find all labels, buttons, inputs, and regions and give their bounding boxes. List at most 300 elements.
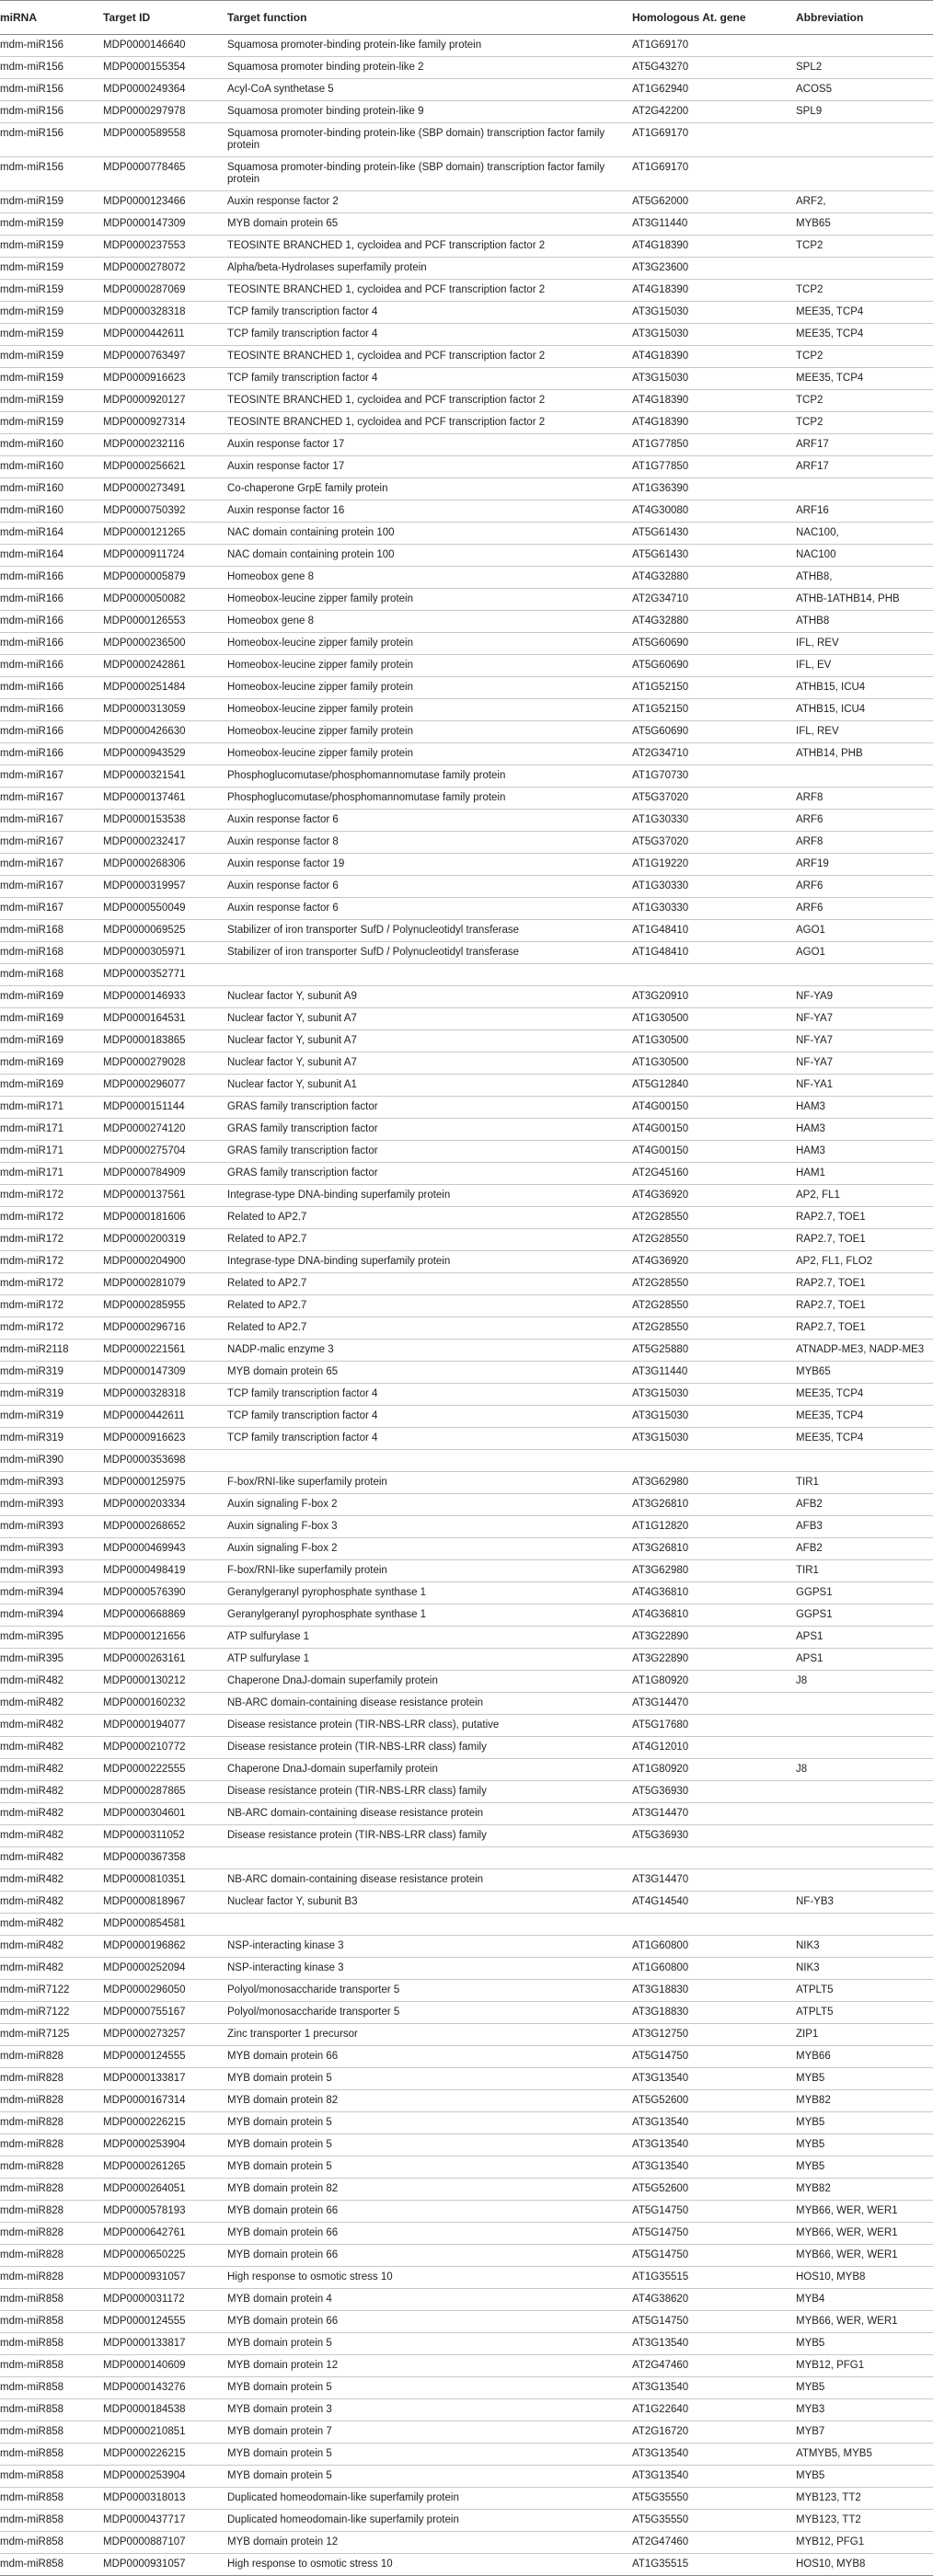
homologous-gene-cell: AT1G69170 [632,157,796,191]
target-id-cell: MDP0000589558 [103,123,227,157]
target-id-cell: MDP0000437717 [103,2510,227,2532]
abbreviation-cell: AFB2 [796,1538,933,1560]
mirna-cell: mdm-miR828 [0,2046,103,2068]
target-id-cell: MDP0000887107 [103,2532,227,2554]
target-function-cell: Phosphoglucomutase/phosphomannomutase family protein [227,765,632,788]
target-id-cell: MDP0000279028 [103,1052,227,1075]
target-function-cell: Zinc transporter 1 precursor [227,2024,632,2046]
mirna-cell: mdm-miR159 [0,213,103,236]
target-id-cell: MDP0000931057 [103,2554,227,2576]
target-function-cell: MYB domain protein 12 [227,2532,632,2554]
table-row [0,1384,933,1406]
abbreviation-cell: GGPS1 [796,1604,933,1627]
abbreviation-cell [796,1847,933,1869]
homologous-gene-cell: AT1G62940 [632,79,796,101]
mirna-cell: mdm-miR828 [0,2201,103,2223]
abbreviation-cell: MYB12, PFG1 [796,2355,933,2377]
target-id-cell: MDP0000226215 [103,2112,227,2134]
homologous-gene-cell: AT5G17680 [632,1715,796,1737]
table-row [0,523,933,545]
table-row [0,1273,933,1295]
table-row [0,2134,933,2156]
target-function-cell: F-box/RNI-like superfamily protein [227,1560,632,1582]
mirna-cell: mdm-miR319 [0,1384,103,1406]
target-id-cell: MDP0000121265 [103,523,227,545]
table-row [0,1936,933,1958]
target-id-cell: MDP0000778465 [103,157,227,191]
target-function-cell: MYB domain protein 66 [227,2311,632,2333]
mirna-cell: mdm-miR858 [0,2444,103,2466]
mirna-cell: mdm-miR156 [0,57,103,79]
mirna-cell: mdm-miR395 [0,1627,103,1649]
mirna-cell: mdm-miR482 [0,1892,103,1914]
target-id-cell: MDP0000318013 [103,2488,227,2510]
target-id-cell: MDP0000160232 [103,1693,227,1715]
target-function-cell: ATP sulfurylase 1 [227,1627,632,1649]
homologous-gene-cell: AT5G52600 [632,2179,796,2201]
abbreviation-cell: ATHB8 [796,611,933,633]
homologous-gene-cell: AT4G36920 [632,1251,796,1273]
abbreviation-cell: RAP2.7, TOE1 [796,1295,933,1317]
mirna-cell: mdm-miR156 [0,35,103,57]
homologous-gene-cell: AT5G36930 [632,1825,796,1847]
abbreviation-cell: MEE35, TCP4 [796,1384,933,1406]
target-function-cell: Homeobox-leucine zipper family protein [227,655,632,677]
homologous-gene-cell: AT1G60800 [632,1936,796,1958]
abbreviation-cell: MYB123, TT2 [796,2510,933,2532]
target-id-cell: MDP0000237553 [103,236,227,258]
target-function-cell: Auxin response factor 6 [227,898,632,920]
table-row [0,213,933,236]
abbreviation-cell: MYB5 [796,2466,933,2488]
mirna-cell: mdm-miR172 [0,1185,103,1207]
homologous-gene-cell: AT1G30330 [632,898,796,920]
homologous-gene-cell: AT1G12820 [632,1516,796,1538]
target-id-cell: MDP0000911724 [103,545,227,567]
target-id-cell: MDP0000146933 [103,986,227,1008]
table-row [0,1627,933,1649]
target-id-cell: MDP0000784909 [103,1163,227,1185]
target-id-cell: MDP0000146640 [103,35,227,57]
abbreviation-cell: HAM1 [796,1163,933,1185]
table-row [0,35,933,57]
mirna-cell: mdm-miR171 [0,1097,103,1119]
mirna-cell: mdm-miR828 [0,2223,103,2245]
target-function-cell: MYB domain protein 12 [227,2355,632,2377]
target-function-cell: TEOSINTE BRANCHED 1, cycloidea and PCF transcription factor 2 [227,412,632,434]
abbreviation-cell: TIR1 [796,1472,933,1494]
target-id-cell: MDP0000311052 [103,1825,227,1847]
table-row [0,1494,933,1516]
target-function-cell: Related to AP2.7 [227,1229,632,1251]
mirna-cell: mdm-miR159 [0,346,103,368]
homologous-gene-cell: AT3G15030 [632,1384,796,1406]
homologous-gene-cell: AT3G14470 [632,1803,796,1825]
table-row [0,1958,933,1980]
homologous-gene-cell: AT4G14540 [632,1892,796,1914]
mirna-cell: mdm-miR166 [0,589,103,611]
table-row [0,1317,933,1340]
table-row [0,2444,933,2466]
mirna-cell: mdm-miR169 [0,1030,103,1052]
header-homologous-gene: Homologous At. gene [632,1,796,35]
abbreviation-cell: HAM3 [796,1097,933,1119]
homologous-gene-cell: AT5G14750 [632,2245,796,2267]
mirna-cell: mdm-miR319 [0,1406,103,1428]
homologous-gene-cell: AT5G37020 [632,788,796,810]
table-row [0,1869,933,1892]
table-row [0,1847,933,1869]
table-row [0,1980,933,2002]
homologous-gene-cell: AT1G69170 [632,123,796,157]
target-function-cell: NB-ARC domain-containing disease resistance protein [227,1803,632,1825]
abbreviation-cell: MYB82 [796,2179,933,2201]
mirna-cell: mdm-miR828 [0,2068,103,2090]
table-row [0,157,933,191]
table-row [0,1052,933,1075]
homologous-gene-cell: AT5G61430 [632,545,796,567]
table-row [0,545,933,567]
table-row [0,1406,933,1428]
homologous-gene-cell: AT4G18390 [632,346,796,368]
target-id-cell: MDP0000184538 [103,2399,227,2421]
table-row [0,721,933,743]
mirna-cell: mdm-miR167 [0,876,103,898]
table-row [0,123,933,157]
mirna-cell: mdm-miR156 [0,79,103,101]
target-function-cell [227,1914,632,1936]
mirna-cell: mdm-miR858 [0,2554,103,2576]
mirna-cell: mdm-miR166 [0,611,103,633]
table-row [0,2068,933,2090]
table-row [0,2112,933,2134]
homologous-gene-cell: AT3G62980 [632,1472,796,1494]
target-function-cell: MYB domain protein 66 [227,2046,632,2068]
homologous-gene-cell: AT3G13540 [632,2377,796,2399]
mirna-cell: mdm-miR171 [0,1119,103,1141]
abbreviation-cell: ARF6 [796,810,933,832]
homologous-gene-cell [632,1450,796,1472]
table-row [0,1428,933,1450]
table-row [0,1759,933,1781]
abbreviation-cell: ARF16 [796,500,933,523]
target-id-cell: MDP0000194077 [103,1715,227,1737]
target-function-cell: MYB domain protein 5 [227,2377,632,2399]
homologous-gene-cell: AT4G32880 [632,567,796,589]
abbreviation-cell [796,1737,933,1759]
abbreviation-cell: TCP2 [796,412,933,434]
homologous-gene-cell: AT3G13540 [632,2333,796,2355]
target-id-cell: MDP0000140609 [103,2355,227,2377]
target-id-cell: MDP0000273257 [103,2024,227,2046]
mirna-cell: mdm-miR172 [0,1317,103,1340]
mirna-cell: mdm-miR482 [0,1693,103,1715]
table-row [0,1538,933,1560]
target-id-cell: MDP0000261265 [103,2156,227,2179]
abbreviation-cell [796,964,933,986]
table-row [0,1340,933,1362]
target-id-cell: MDP0000296050 [103,1980,227,2002]
table-row [0,1825,933,1847]
table-row [0,2532,933,2554]
homologous-gene-cell: AT3G22890 [632,1649,796,1671]
homologous-gene-cell: AT4G18390 [632,412,796,434]
abbreviation-cell: MYB66, WER, WER1 [796,2311,933,2333]
target-id-cell: MDP0000750392 [103,500,227,523]
homologous-gene-cell: AT5G35550 [632,2488,796,2510]
table-row [0,1892,933,1914]
target-id-cell: MDP0000273491 [103,478,227,500]
table-row [0,2201,933,2223]
target-function-cell: Nuclear factor Y, subunit A7 [227,1052,632,1075]
abbreviation-cell: ATMYB5, MYB5 [796,2444,933,2466]
homologous-gene-cell: AT5G62000 [632,191,796,213]
homologous-gene-cell: AT3G18830 [632,2002,796,2024]
table-row [0,633,933,655]
homologous-gene-cell: AT5G35550 [632,2510,796,2532]
table-row [0,434,933,456]
table-row [0,1671,933,1693]
target-function-cell: Auxin response factor 6 [227,876,632,898]
target-id-cell: MDP0000498419 [103,1560,227,1582]
target-function-cell: NAC domain containing protein 100 [227,545,632,567]
mirna-cell: mdm-miR482 [0,1715,103,1737]
table-row [0,2046,933,2068]
target-function-cell: Auxin response factor 2 [227,191,632,213]
target-function-cell: Disease resistance protein (TIR-NBS-LRR class) family [227,1825,632,1847]
target-function-cell: Related to AP2.7 [227,1207,632,1229]
target-function-cell: GRAS family transcription factor [227,1163,632,1185]
abbreviation-cell: NAC100 [796,545,933,567]
mirna-cell: mdm-miR395 [0,1649,103,1671]
table-row [0,1362,933,1384]
homologous-gene-cell: AT5G60690 [632,721,796,743]
target-id-cell: MDP0000442611 [103,324,227,346]
abbreviation-cell: IFL, REV [796,633,933,655]
homologous-gene-cell [632,964,796,986]
abbreviation-cell: MYB12, PFG1 [796,2532,933,2554]
abbreviation-cell: MYB82 [796,2090,933,2112]
table-row [0,920,933,942]
mirna-cell: mdm-miR171 [0,1163,103,1185]
target-function-cell: Duplicated homeodomain-like superfamily protein [227,2488,632,2510]
table-row [0,1781,933,1803]
abbreviation-cell: MEE35, TCP4 [796,324,933,346]
homologous-gene-cell: AT1G80920 [632,1671,796,1693]
homologous-gene-cell: AT2G34710 [632,589,796,611]
target-function-cell: TEOSINTE BRANCHED 1, cycloidea and PCF transcription factor 2 [227,280,632,302]
table-row [0,280,933,302]
target-id-cell: MDP0000203334 [103,1494,227,1516]
table-row [0,810,933,832]
mirna-cell: mdm-miR393 [0,1472,103,1494]
homologous-gene-cell: AT3G15030 [632,324,796,346]
abbreviation-cell: IFL, EV [796,655,933,677]
mirna-cell: mdm-miR159 [0,191,103,213]
homologous-gene-cell: AT1G60800 [632,1958,796,1980]
target-function-cell: Auxin signaling F-box 3 [227,1516,632,1538]
table-row [0,1604,933,1627]
abbreviation-cell: RAP2.7, TOE1 [796,1229,933,1251]
homologous-gene-cell: AT3G62980 [632,1560,796,1582]
target-id-cell: MDP0000222555 [103,1759,227,1781]
table-row [0,1008,933,1030]
homologous-gene-cell: AT3G26810 [632,1494,796,1516]
target-function-cell: Geranylgeranyl pyrophosphate synthase 1 [227,1604,632,1627]
mirna-cell: mdm-miR167 [0,854,103,876]
abbreviation-cell: HOS10, MYB8 [796,2267,933,2289]
mirna-cell: mdm-miR159 [0,390,103,412]
mirna-cell: mdm-miR858 [0,2355,103,2377]
target-id-cell: MDP0000916623 [103,1428,227,1450]
target-function-cell: Chaperone DnaJ-domain superfamily protein [227,1759,632,1781]
target-function-cell: TCP family transcription factor 4 [227,1428,632,1450]
abbreviation-cell: MYB5 [796,2333,933,2355]
target-function-cell: MYB domain protein 3 [227,2399,632,2421]
mirna-cell: mdm-miR166 [0,721,103,743]
abbreviation-cell: ATNADP-ME3, NADP-ME3 [796,1340,933,1362]
mirna-cell: mdm-miR167 [0,898,103,920]
homologous-gene-cell: AT2G28550 [632,1317,796,1340]
target-function-cell: MYB domain protein 5 [227,2333,632,2355]
target-function-cell: Nuclear factor Y, subunit A1 [227,1075,632,1097]
homologous-gene-cell: AT4G12010 [632,1737,796,1759]
mirna-cell: mdm-miR7122 [0,2002,103,2024]
abbreviation-cell: MYB65 [796,213,933,236]
target-function-cell: MYB domain protein 65 [227,1362,632,1384]
target-id-cell: MDP0000124555 [103,2311,227,2333]
target-id-cell: MDP0000650225 [103,2245,227,2267]
homologous-gene-cell: AT3G14470 [632,1869,796,1892]
abbreviation-cell: MYB5 [796,2134,933,2156]
abbreviation-cell: APS1 [796,1627,933,1649]
target-function-cell: Homeobox-leucine zipper family protein [227,743,632,765]
mirna-cell: mdm-miR166 [0,677,103,699]
mirna-cell: mdm-miR858 [0,2532,103,2554]
abbreviation-cell: GGPS1 [796,1582,933,1604]
abbreviation-cell: ARF6 [796,898,933,920]
abbreviation-cell: MYB66, WER, WER1 [796,2201,933,2223]
abbreviation-cell: ARF8 [796,788,933,810]
homologous-gene-cell: AT3G13540 [632,2444,796,2466]
abbreviation-cell: ARF8 [796,832,933,854]
target-id-cell: MDP0000251484 [103,677,227,699]
table-row [0,1803,933,1825]
mirna-cell: mdm-miR482 [0,1958,103,1980]
mirna-cell: mdm-miR482 [0,1914,103,1936]
homologous-gene-cell: AT4G18390 [632,236,796,258]
target-function-cell: TCP family transcription factor 4 [227,324,632,346]
mirna-cell: mdm-miR166 [0,633,103,655]
target-function-cell [227,1450,632,1472]
mirna-cell: mdm-miR166 [0,655,103,677]
target-function-cell [227,964,632,986]
abbreviation-cell: RAP2.7, TOE1 [796,1207,933,1229]
homologous-gene-cell: AT2G28550 [632,1229,796,1251]
homologous-gene-cell: AT4G36920 [632,1185,796,1207]
target-id-cell: MDP0000287069 [103,280,227,302]
homologous-gene-cell: AT2G34710 [632,743,796,765]
homologous-gene-cell: AT3G15030 [632,1406,796,1428]
target-function-cell [227,1847,632,1869]
table-row [0,2156,933,2179]
homologous-gene-cell: AT5G52600 [632,2090,796,2112]
mirna-cell: mdm-miR828 [0,2090,103,2112]
target-function-cell: Homeobox-leucine zipper family protein [227,633,632,655]
abbreviation-cell: ATHB15, ICU4 [796,677,933,699]
abbreviation-cell: ZIP1 [796,2024,933,2046]
target-function-cell: MYB domain protein 5 [227,2466,632,2488]
table-row [0,2311,933,2333]
abbreviation-cell: ARF17 [796,456,933,478]
target-id-cell: MDP0000281079 [103,1273,227,1295]
abbreviation-cell [796,1869,933,1892]
mirna-cell: mdm-miR167 [0,788,103,810]
homologous-gene-cell: AT2G28550 [632,1295,796,1317]
homologous-gene-cell: AT1G70730 [632,765,796,788]
homologous-gene-cell: AT3G12750 [632,2024,796,2046]
target-id-cell: MDP0000442611 [103,1406,227,1428]
table-row [0,79,933,101]
table-row [0,2510,933,2532]
table-row [0,699,933,721]
target-id-cell: MDP0000147309 [103,213,227,236]
table-row [0,2377,933,2399]
homologous-gene-cell: AT3G13540 [632,2112,796,2134]
target-function-cell: Auxin response factor 8 [227,832,632,854]
table-row [0,964,933,986]
target-id-cell: MDP0000232116 [103,434,227,456]
abbreviation-cell: MYB5 [796,2112,933,2134]
target-function-cell: MYB domain protein 5 [227,2112,632,2134]
mirna-cell: mdm-miR159 [0,236,103,258]
table-row [0,567,933,589]
table-row [0,236,933,258]
table-row [0,324,933,346]
target-function-cell: F-box/RNI-like superfamily protein [227,1472,632,1494]
homologous-gene-cell: AT4G36810 [632,1604,796,1627]
target-id-cell: MDP0000578193 [103,2201,227,2223]
abbreviation-cell: ATPLT5 [796,2002,933,2024]
table-row [0,765,933,788]
abbreviation-cell: MYB4 [796,2289,933,2311]
homologous-gene-cell: AT2G45160 [632,1163,796,1185]
mirna-cell: mdm-miR393 [0,1538,103,1560]
target-function-cell: TCP family transcription factor 4 [227,1384,632,1406]
abbreviation-cell: ARF6 [796,876,933,898]
target-id-cell: MDP0000124555 [103,2046,227,2068]
abbreviation-cell: ATPLT5 [796,1980,933,2002]
abbreviation-cell: NF-YA1 [796,1075,933,1097]
abbreviation-cell: NF-YB3 [796,1892,933,1914]
target-function-cell: Disease resistance protein (TIR-NBS-LRR class) family [227,1737,632,1759]
abbreviation-cell: ACOS5 [796,79,933,101]
target-function-cell: MYB domain protein 7 [227,2421,632,2444]
target-function-cell: Disease resistance protein (TIR-NBS-LRR class) family [227,1781,632,1803]
mirna-cell: mdm-miR858 [0,2510,103,2532]
mirna-cell: mdm-miR858 [0,2399,103,2421]
table-row [0,854,933,876]
mirna-cell: mdm-miR858 [0,2377,103,2399]
abbreviation-cell: MEE35, TCP4 [796,1428,933,1450]
homologous-gene-cell: AT3G13540 [632,2156,796,2179]
homologous-gene-cell: AT1G77850 [632,434,796,456]
mirna-cell: mdm-miR482 [0,1847,103,1869]
target-id-cell: MDP0000069525 [103,920,227,942]
mirna-cell: mdm-miR858 [0,2488,103,2510]
target-function-cell: Stabilizer of iron transporter SufD / Polynucleotidyl transferase [227,920,632,942]
table-row [0,2333,933,2355]
